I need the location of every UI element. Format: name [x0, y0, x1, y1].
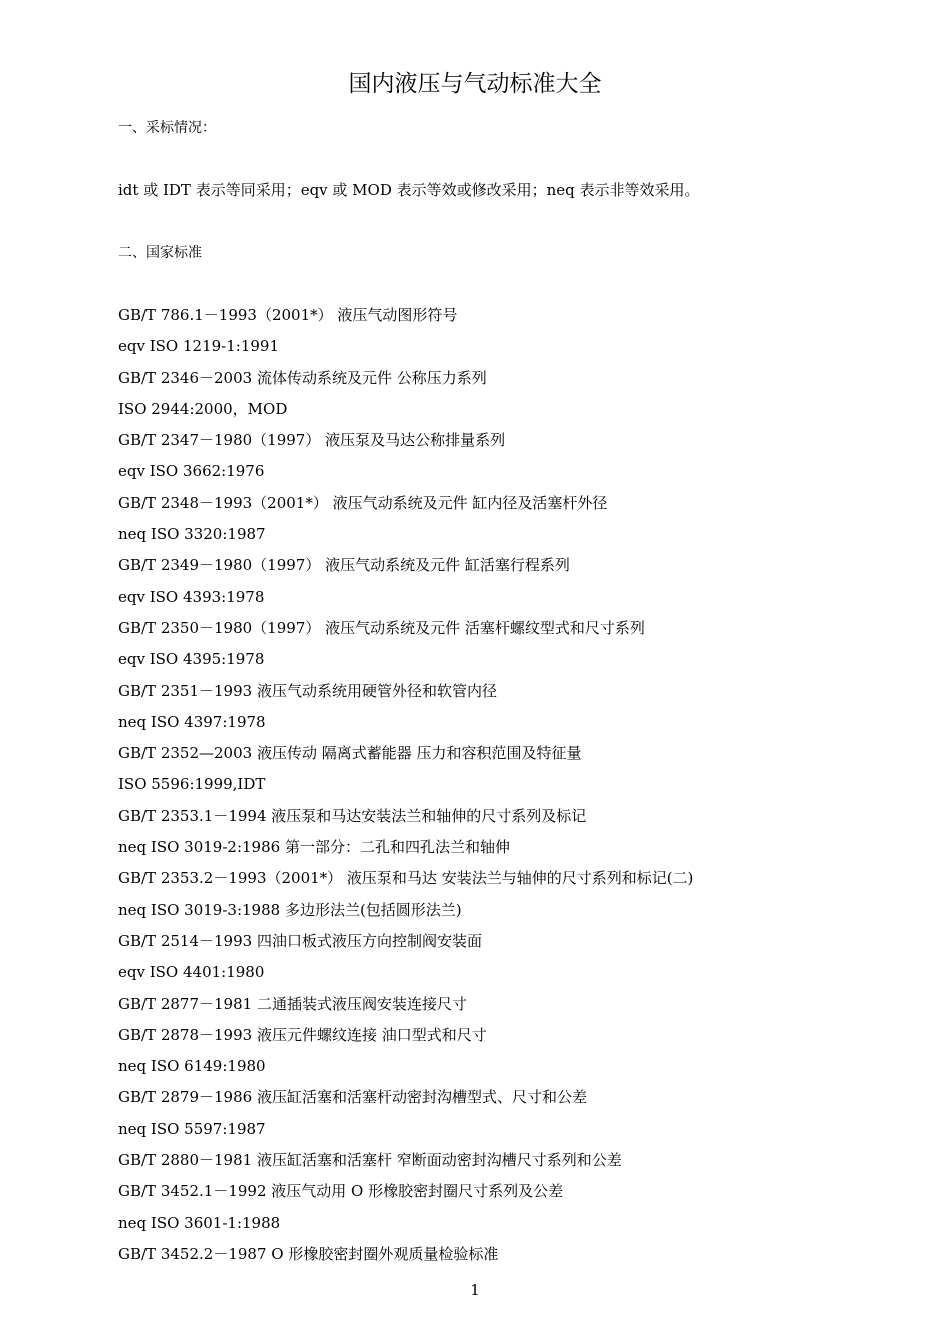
document-title: 国内液压与气动标准大全 [348, 71, 602, 97]
list-item: neq ISO 3019-3:1988 多边形法兰(包括圆形法兰) [118, 900, 462, 919]
list-item: neq ISO 3601-1:1988 [118, 1213, 281, 1232]
list-item: GB/T 2351－1993 液压气动系统用硬管外径和软管内径 [118, 681, 497, 700]
list-item: eqv ISO 4401:1980 [118, 963, 265, 982]
list-item: GB/T 3452.1－1992 液压气动用 O 形橡胶密封圈尺寸系列及公差 [118, 1182, 564, 1201]
list-item: ISO 5596:1999,IDT [118, 775, 266, 794]
list-item: eqv ISO 4395:1978 [118, 650, 265, 669]
list-item: neq ISO 5597:1987 [118, 1119, 266, 1138]
list-item: eqv ISO 3662:1976 [118, 462, 265, 481]
list-item: GB/T 2877－1981 二通插装式液压阀安装连接尺寸 [118, 994, 467, 1013]
list-item: GB/T 2352—2003 液压传动 隔离式蓄能器 压力和容积范围及特征量 [118, 744, 582, 763]
list-item: GB/T 2347－1980（1997） 液压泵及马达公称排量系列 [118, 431, 506, 450]
list-item: GB/T 2348－1993（2001*） 液压气动系统及元件 缸内径及活塞杆外径 [118, 493, 608, 512]
list-item: GB/T 3452.2－1987 O 形橡胶密封圈外观质量检验标准 [118, 1244, 499, 1263]
list-item: GB/T 2353.2－1993（2001*） 液压泵和马达 安装法兰与轴伸的尺寸系列和标记(二) [118, 869, 694, 888]
list-item: neq ISO 6149:1980 [118, 1057, 266, 1076]
list-item: GB/T 2350－1980（1997） 液压气动系统及元件 活塞杆螺纹型式和尺寸系列 [118, 618, 645, 637]
list-item: eqv ISO 1219-1:1991 [118, 337, 280, 356]
list-item: GB/T 2879－1986 液压缸活塞和活塞杆动密封沟槽型式、尺寸和公差 [118, 1088, 587, 1107]
adoption-note: idt 或 IDT 表示等同采用；eqv 或 MOD 表示等效或修改采用；neq 表示非等效采用。 [118, 181, 700, 199]
standards-list [118, 305, 693, 1275]
list-item: neq ISO 3320:1987 [118, 525, 266, 544]
section-heading-national-standards: 二、国家标准 [118, 245, 202, 261]
list-item: GB/T 2880－1981 液压缸活塞和活塞杆 窄断面动密封沟槽尺寸系列和公差 [118, 1151, 622, 1170]
list-item: GB/T 2346－2003 流体传动系统及元件 公称压力系列 [118, 368, 487, 387]
list-item: GB/T 2878－1993 液压元件螺纹连接 油口型式和尺寸 [118, 1025, 487, 1044]
list-item: ISO 2944:2000，MOD [118, 399, 288, 418]
section-heading-adoption: 一、采标情况： [118, 120, 216, 136]
list-item: GB/T 2514－1993 四油口板式液压方向控制阀安装面 [118, 931, 482, 950]
list-item: GB/T 2353.1－1994 液压泵和马达安装法兰和轴伸的尺寸系列及标记 [118, 806, 587, 825]
list-item: neq ISO 3019-2:1986 第一部分：二孔和四孔法兰和轴伸 [118, 838, 510, 857]
page-number: 1 [470, 1281, 480, 1299]
list-item: GB/T 786.1－1993（2001*） 液压气动图形符号 [118, 306, 458, 324]
list-item: GB/T 2349－1980（1997） 液压气动系统及元件 缸活塞行程系列 [118, 556, 570, 575]
list-item: neq ISO 4397:1978 [118, 712, 266, 731]
list-item: eqv ISO 4393:1978 [118, 587, 265, 606]
